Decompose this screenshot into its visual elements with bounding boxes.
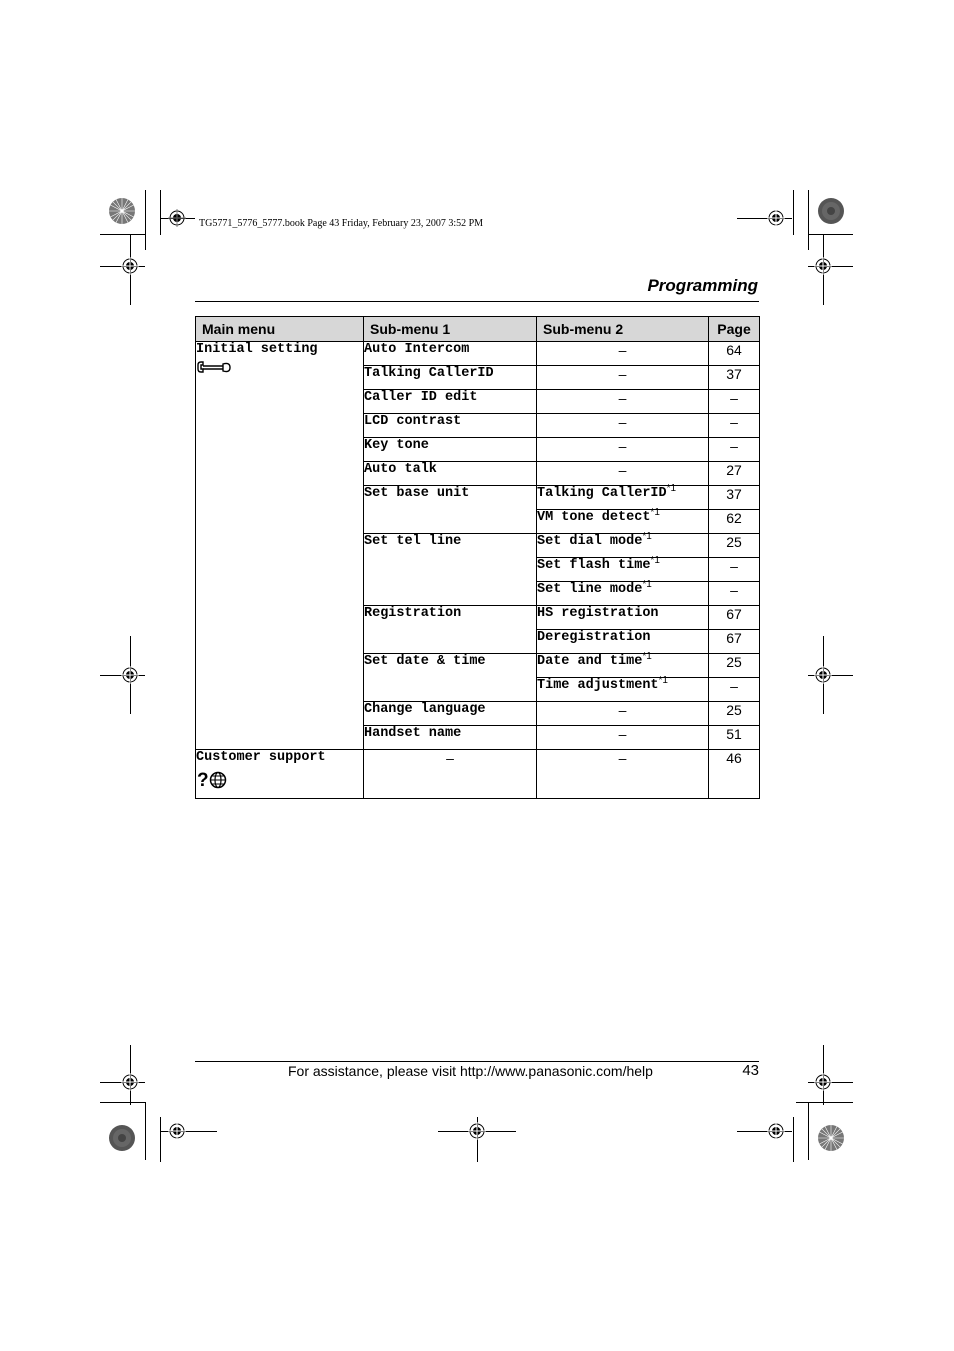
sub-menu-2-cell (537, 750, 709, 799)
header-sub-menu-2: Sub-menu 2 (537, 317, 709, 342)
star-rosette-icon (817, 1124, 845, 1152)
sub-menu-2-cell (537, 726, 709, 750)
sub-menu-2-label: Date and time (537, 654, 643, 669)
menu-body (196, 342, 760, 799)
header-page: Page (709, 317, 760, 342)
registration-target-icon (468, 1122, 486, 1140)
sub-menu-2-label: Talking CallerID (537, 486, 667, 501)
sub-menu-2-label: – (618, 390, 627, 406)
wrench-icon (196, 361, 363, 380)
page-number: 43 (742, 1062, 759, 1079)
sub-menu-2-label: – (618, 750, 627, 766)
footnote-marker: *1 (650, 507, 660, 518)
footnote-marker: *1 (642, 651, 652, 662)
registration-target-icon (121, 666, 139, 684)
sub-menu-1-cell: Talking CallerID (364, 366, 537, 390)
sub-menu-2-cell (537, 702, 709, 726)
sub-menu-1-cell: – (364, 750, 537, 799)
footer-text: For assistance, please visit http://www.panasonic.com/help (288, 1063, 653, 1079)
sub-menu-2-cell (537, 414, 709, 438)
sub-menu-2-label: – (618, 702, 627, 718)
sub-menu-2-cell (537, 555, 709, 582)
sub-menu-2-cell (537, 366, 709, 390)
halftone-rosette-icon (817, 197, 845, 225)
page-cell: 25 (709, 654, 760, 678)
sub-menu-2-label: – (618, 414, 627, 430)
sub-menu-1-cell: Change language (364, 702, 537, 726)
header-main-menu: Main menu (196, 317, 364, 342)
sub-menu-2-label: – (618, 438, 627, 454)
sub-menu-1-cell: Registration (364, 606, 537, 654)
table-row (196, 750, 760, 799)
page-cell: – (709, 558, 760, 582)
sub-menu-2-cell (537, 606, 709, 630)
sub-menu-2-label: VM tone detect (537, 510, 651, 525)
sub-menu-2-label: – (618, 462, 627, 478)
table-row (196, 342, 760, 366)
page-cell: – (709, 582, 760, 606)
footnote-marker: *1 (650, 555, 660, 566)
sub-menu-1-cell: LCD contrast (364, 414, 537, 438)
page-cell: 25 (709, 534, 760, 558)
footer-rule (195, 1061, 759, 1062)
sub-menu-1-cell: Auto talk (364, 462, 537, 486)
sub-menu-1-cell: Caller ID edit (364, 390, 537, 414)
page-cell: 62 (709, 510, 760, 534)
halftone-rosette-icon (108, 1124, 136, 1152)
sub-menu-2-label: – (618, 342, 627, 358)
title-rule (195, 301, 759, 302)
registration-target-icon (814, 1073, 832, 1091)
sub-menu-2-cell (537, 438, 709, 462)
sub-menu-2-cell (537, 390, 709, 414)
page-cell: 27 (709, 462, 760, 486)
sub-menu-2-cell (537, 483, 709, 510)
main-menu-label: Customer support (196, 750, 326, 765)
sub-menu-2-label: – (618, 366, 627, 382)
page-cell: – (709, 678, 760, 702)
page-cell: 37 (709, 486, 760, 510)
table-header-row (196, 317, 760, 342)
sub-menu-2-label: Set line mode (537, 582, 643, 597)
sub-menu-2-cell (537, 462, 709, 486)
sub-menu-2-cell (537, 675, 709, 702)
main-menu-cell (196, 342, 364, 750)
header-sub-menu-1: Sub-menu 1 (364, 317, 537, 342)
page-cell: – (709, 390, 760, 414)
help-globe-icon (196, 769, 363, 794)
page-cell: 46 (709, 750, 760, 799)
page-cell: 25 (709, 702, 760, 726)
registration-target-icon (168, 1122, 186, 1140)
footnote-marker: *1 (642, 531, 652, 542)
sub-menu-2-label: HS registration (537, 606, 659, 621)
page-cell: 37 (709, 366, 760, 390)
sub-menu-1-cell: Handset name (364, 726, 537, 750)
sub-menu-1-cell: Set base unit (364, 486, 537, 534)
page-cell: – (709, 414, 760, 438)
registration-target-icon (814, 257, 832, 275)
sub-menu-1-cell: Set date & time (364, 654, 537, 702)
registration-target-icon (121, 257, 139, 275)
sub-menu-2-cell (537, 507, 709, 534)
page-cell: 51 (709, 726, 760, 750)
menu-table (195, 316, 760, 799)
footnote-marker: *1 (642, 579, 652, 590)
registration-target-icon (121, 1073, 139, 1091)
footnote-marker: *1 (658, 675, 668, 686)
registration-target-icon (767, 209, 785, 227)
sub-menu-2-cell (537, 630, 709, 654)
page-cell: – (709, 438, 760, 462)
print-header: TG5771_5776_5777.book Page 43 Friday, February 23, 2007 3:52 PM (199, 218, 484, 229)
sub-menu-2-label: Set dial mode (537, 534, 643, 549)
sub-menu-2-cell (537, 651, 709, 678)
section-title: Programming (647, 276, 758, 295)
footnote-marker: *1 (666, 483, 677, 494)
star-rosette-icon (108, 197, 136, 225)
page-cell: 67 (709, 630, 760, 654)
main-menu-label: Initial setting (196, 342, 318, 357)
page-cell: 67 (709, 606, 760, 630)
sub-menu-2-label: – (618, 726, 627, 742)
sub-menu-1-cell: Auto Intercom (364, 342, 537, 366)
sub-menu-2-label: Time adjustment (537, 678, 659, 693)
registration-target-icon (814, 666, 832, 684)
sub-menu-2-cell (537, 579, 709, 606)
sub-menu-2-cell (537, 342, 709, 366)
registration-target-icon (168, 209, 186, 227)
sub-menu-1-cell: Set tel line (364, 534, 537, 606)
svg-text:?: ? (197, 770, 209, 789)
sub-menu-2-label: Deregistration (537, 630, 651, 645)
page-cell: 64 (709, 342, 760, 366)
main-menu-cell (196, 750, 364, 799)
registration-target-icon (767, 1122, 785, 1140)
sub-menu-2-label: Set flash time (537, 558, 651, 573)
sub-menu-1-cell: Key tone (364, 438, 537, 462)
sub-menu-2-cell (537, 531, 709, 558)
